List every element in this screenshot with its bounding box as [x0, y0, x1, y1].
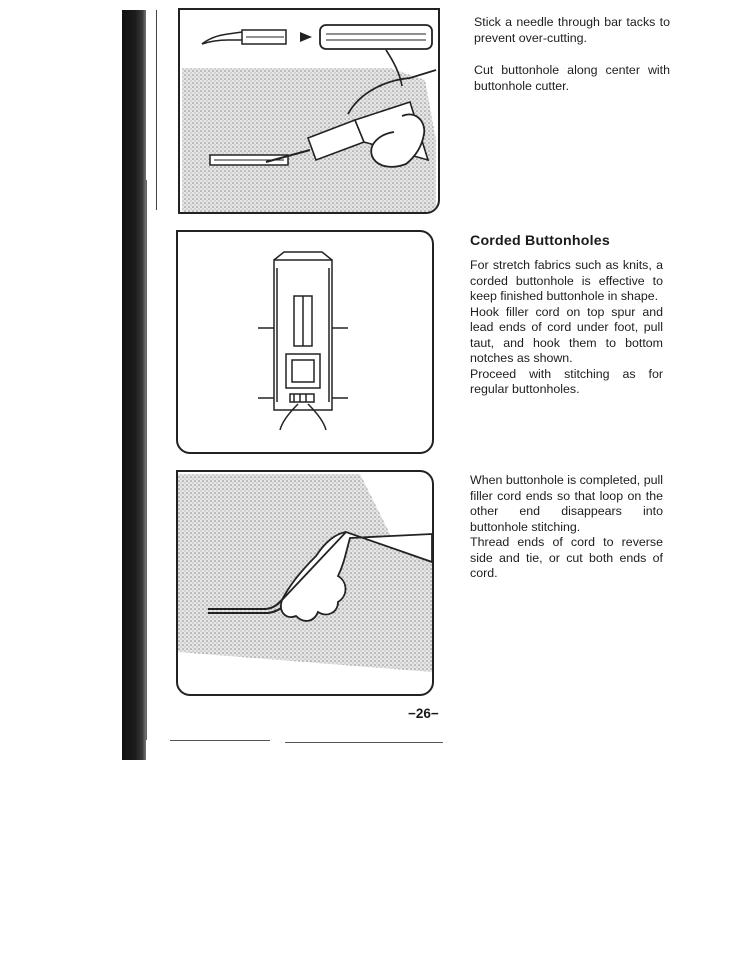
- paragraph: For stretch fabrics such as knits, a corded buttonhole is effective to keep finished buttonhole in shape.: [470, 258, 663, 303]
- illustration-cutting-buttonhole: [178, 8, 440, 214]
- paragraph: Stick a needle through bar tacks to prevent over-cutting.: [474, 15, 670, 45]
- paragraph: Proceed with stitching as for regular buttonholes.: [470, 366, 663, 396]
- section-heading: Corded Buttonholes: [470, 233, 610, 249]
- buttonhole-cutter-icon: [202, 25, 432, 49]
- illustration-corded-foot: [176, 230, 434, 454]
- illustration-pulling-cord: [176, 470, 434, 696]
- pulling-cord-svg: [178, 472, 432, 694]
- scan-margin-line: [156, 10, 157, 210]
- buttonhole-foot-icon: [258, 252, 348, 430]
- page-number: −26−: [408, 706, 439, 721]
- instruction-completed-buttonhole: [470, 473, 663, 582]
- paragraph: Thread ends of cord to reverse side and tie, or cut both ends of cord.: [470, 535, 663, 580]
- cutter-illustration-svg: [180, 10, 438, 212]
- paragraph: Hook filler cord on top spur and lead ends of cord under foot, pull taut, and hook them to bottom notches as shown.: [470, 304, 663, 365]
- presser-foot-svg: [178, 232, 432, 452]
- instruction-bar-tack: [474, 15, 670, 46]
- scan-spine-edge: [146, 180, 153, 740]
- instruction-corded-buttonholes: [470, 258, 663, 398]
- paragraph: When buttonhole is completed, pull filler cord ends so that loop on the other end disappears into buttonhole stitching.: [470, 473, 663, 534]
- scan-binding-shadow: [122, 10, 146, 760]
- scan-artifact-line: [285, 742, 443, 743]
- scan-artifact-line: [170, 740, 270, 741]
- paragraph: Cut buttonhole along center with buttonhole cutter.: [474, 63, 670, 93]
- instruction-cut-buttonhole: [474, 63, 670, 94]
